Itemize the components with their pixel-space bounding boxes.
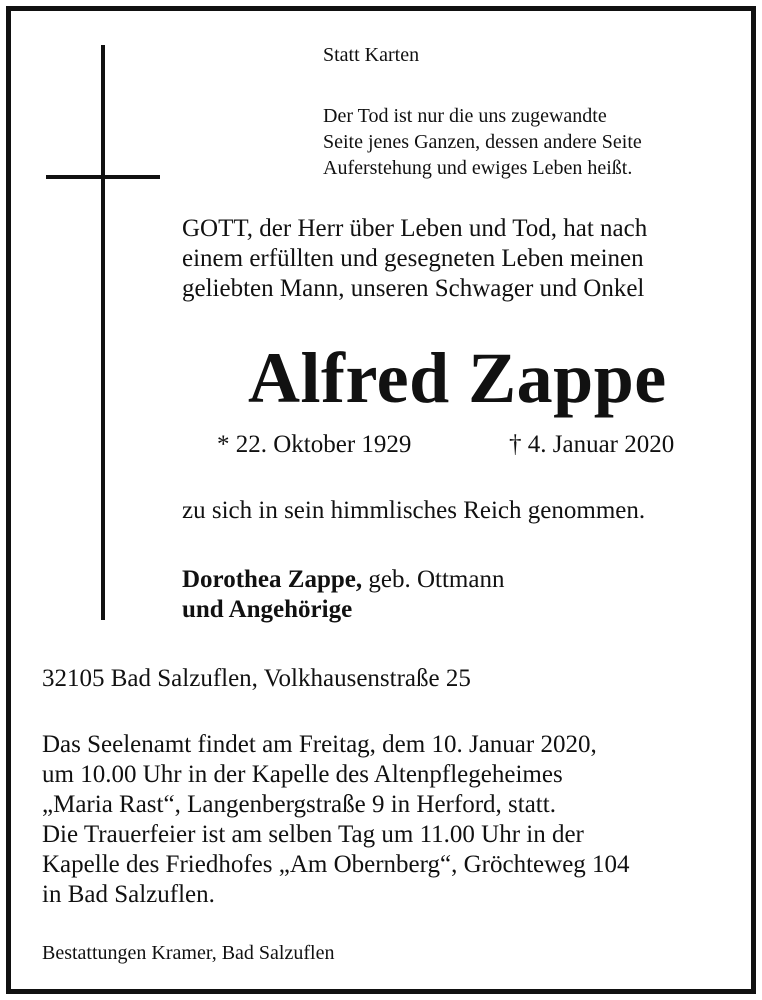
mourner-maiden-name: geb. Ottmann	[362, 566, 505, 593]
quote	[323, 103, 642, 181]
death-date: † 4. Januar 2020	[509, 431, 675, 458]
header-text: Statt Karten	[323, 44, 420, 66]
taken-text: zu sich in sein himmlisches Reich genommen.	[182, 497, 646, 524]
service-line: Kapelle des Friedhofes „Am Obernberg“, Gröchteweg 104	[42, 851, 630, 878]
mourners	[182, 565, 504, 625]
mourner-line	[182, 565, 504, 595]
quote-line: Auferstehung und ewiges Leben heißt.	[323, 157, 633, 179]
intro-line: einem erfüllten und gesegneten Leben meinen	[182, 245, 644, 272]
cross-icon-crossbar	[46, 175, 160, 179]
service-line: Die Trauerfeier ist am selben Tag um 11.00 Uhr in der	[42, 821, 584, 848]
intro-line: geliebten Mann, unseren Schwager und Onkel	[182, 275, 645, 302]
relatives: und Angehörige	[182, 596, 353, 623]
deceased-name: Alfred Zappe	[248, 338, 667, 418]
cross-icon	[101, 45, 105, 620]
service-info	[42, 730, 630, 910]
quote-line: Seite jenes Ganzen, dessen andere Seite	[323, 131, 642, 153]
address: 32105 Bad Salzuflen, Volkhausenstraße 25	[42, 665, 471, 692]
funeral-home: Bestattungen Kramer, Bad Salzuflen	[42, 942, 335, 964]
service-line: um 10.00 Uhr in der Kapelle des Altenpflegeheimes	[42, 761, 563, 788]
service-line: „Maria Rast“, Langenbergstraße 9 in Herford, statt.	[42, 791, 556, 818]
intro-line: GOTT, der Herr über Leben und Tod, hat nach	[182, 215, 648, 242]
quote-line: Der Tod ist nur die uns zugewandte	[323, 105, 607, 127]
birth-date: * 22. Oktober 1929	[217, 431, 412, 458]
intro	[182, 214, 647, 304]
service-line: Das Seelenamt findet am Freitag, dem 10. Januar 2020,	[42, 731, 597, 758]
mourner-name: Dorothea Zappe,	[182, 566, 363, 593]
service-line: in Bad Salzuflen.	[42, 881, 215, 908]
